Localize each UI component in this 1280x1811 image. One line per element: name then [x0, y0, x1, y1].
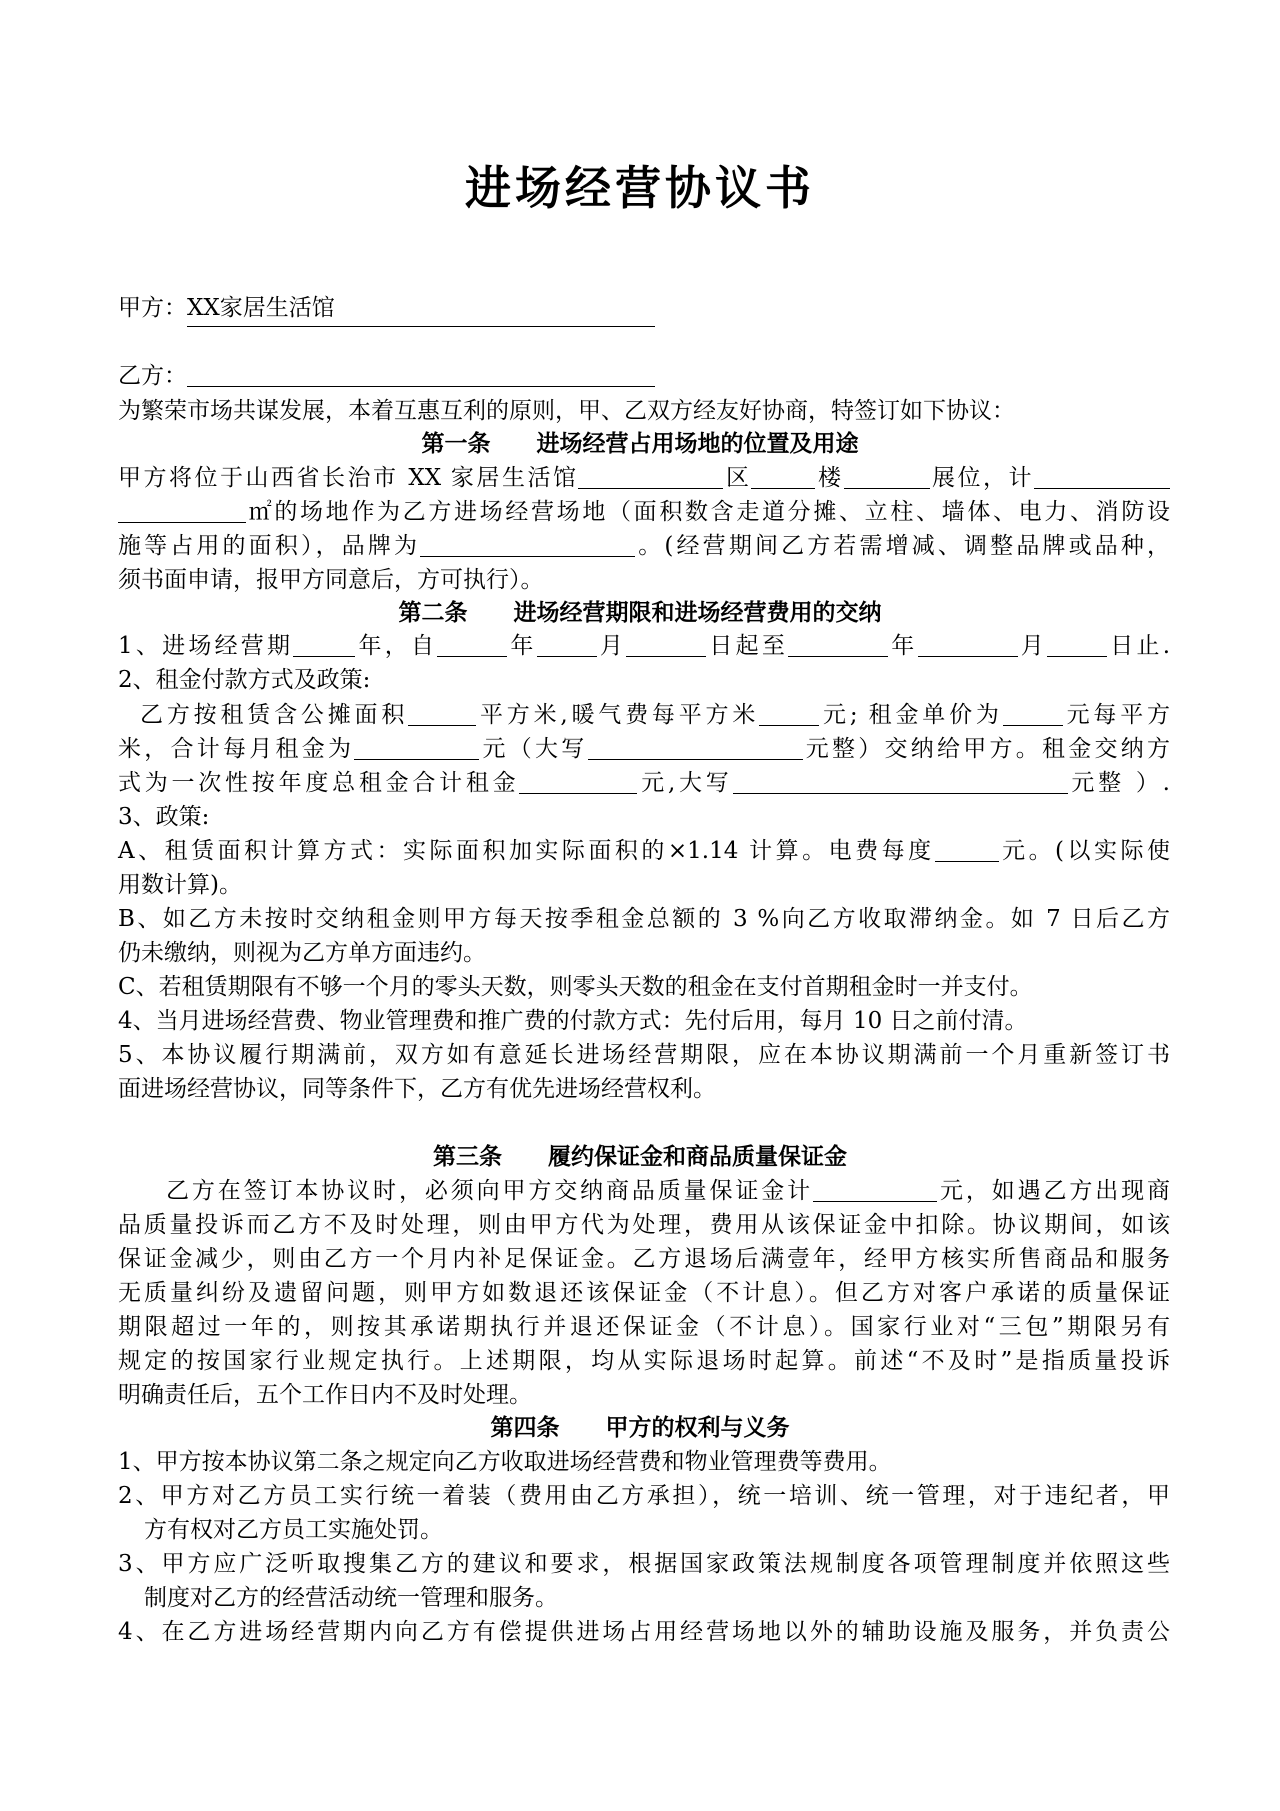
blank	[118, 497, 246, 523]
article1-heading: 第一条 进场经营占用场地的位置及用途	[421, 430, 859, 457]
blank	[578, 463, 723, 489]
text: 元。(以实际使	[998, 838, 1170, 864]
text: 施等占用的面积），品牌为	[118, 533, 421, 559]
blank	[293, 631, 355, 657]
party-a-name: XX家居生活馆	[187, 295, 335, 321]
article3-line1	[166, 1173, 1170, 1209]
article3-line5: 期限超过一年的，则按其承诺期执行并退还保证金（不计息）。国家行业对“三包”期限另有	[118, 1314, 1170, 1340]
text: 乙方在签订本协议时，必须向甲方交纳商品质量保证金计	[166, 1178, 814, 1204]
article2-line8: 用数计算)。	[118, 872, 242, 898]
article3-line7: 明确责任后，五个工作日内不及时处理。	[118, 1382, 532, 1408]
article4-line5: 制度对乙方的经营活动统一管理和服务。	[144, 1585, 558, 1611]
blank	[420, 531, 635, 557]
text: 甲方将位于山西省长治市 XX 家居生活馆	[118, 465, 579, 491]
article2-line10: 仍未缴纳，则视为乙方单方面违约。	[118, 940, 486, 966]
article2-line9: B、如乙方未按时交纳租金则甲方每天按季租金总额的 3 %向乙方收取滞纳金。如 7 日后乙方	[118, 906, 1170, 932]
text: ㎡的场地作为乙方进场经营场地（面积数含走道分摊、立柱、墙体、电力、消防设	[246, 499, 1170, 525]
blank	[935, 836, 999, 862]
intro-paragraph: 为繁荣市场共谋发展，本着互惠互利的原则，甲、乙双方经友好协商，特签订如下协议：	[118, 398, 1015, 424]
text: 日起至	[706, 633, 789, 659]
article1-line1	[118, 460, 1170, 496]
article2-line14: 面进场经营协议，同等条件下，乙方有优先进场经营权利。	[118, 1076, 716, 1102]
blank	[751, 463, 815, 489]
article3-heading: 第三条 履约保证金和商品质量保证金	[433, 1143, 847, 1170]
article2-heading: 第二条 进场经营期限和进场经营费用的交纳	[398, 599, 882, 626]
text: 平方米,暖气费每平方米	[476, 702, 760, 728]
article1-line3	[118, 528, 1170, 564]
article2-line2: 2、租金付款方式及政策:	[118, 667, 371, 693]
party-a-line	[118, 290, 1170, 327]
text: 元（大写	[479, 736, 588, 762]
blank	[759, 700, 819, 726]
text: 乙方按租赁含公摊面积	[140, 702, 409, 728]
party-b-label: 乙方：	[118, 363, 187, 389]
party-b-line	[118, 358, 1170, 394]
article2-line3	[140, 697, 1170, 733]
text: 月	[1017, 633, 1048, 659]
article3-line2: 品质量投诉而乙方不及时处理，则由甲方代为处理，费用从该保证金中扣除。协议期间，如该	[118, 1212, 1170, 1238]
text: 元,大写	[637, 770, 733, 796]
article2-line12: 4、当月进场经营费、物业管理费和推广费的付款方式：先付后用，每月 10 日之前付清。	[118, 1008, 1028, 1034]
article1-line4: 须书面申请，报甲方同意后，方可执行）。	[118, 567, 544, 593]
text: 年	[888, 633, 918, 659]
text: 1、进场经营期	[118, 633, 294, 659]
text: 元; 租金单价为	[819, 702, 1003, 728]
blank	[788, 631, 888, 657]
article4-line6: 4、在乙方进场经营期内向乙方有偿提供进场占用经营场地以外的辅助设施及服务，并负责公	[118, 1619, 1170, 1645]
blank	[1003, 700, 1063, 726]
article4-line3: 方有权对乙方员工实施处罚。	[144, 1517, 443, 1543]
text: 区	[723, 465, 752, 491]
article2-line7	[118, 833, 1170, 869]
article2-line5	[118, 765, 1170, 801]
text: 展位，计	[929, 465, 1035, 491]
blank	[408, 700, 476, 726]
party-b-blank	[187, 361, 655, 387]
text: 式为一次性按年度总租金合计租金	[118, 770, 520, 796]
text: A、租赁面积计算方式：实际面积加实际面积的×1.14 计算。电费每度	[118, 838, 935, 864]
article4-heading: 第四条 甲方的权利与义务	[490, 1414, 790, 1441]
blank	[437, 631, 507, 657]
text: 日止.	[1107, 633, 1171, 659]
document-title: 进场经营协议书	[465, 161, 815, 215]
article2-line13: 5、本协议履行期满前，双方如有意延长进场经营期限，应在本协议期满前一个月重新签订书	[118, 1042, 1170, 1068]
text: 米，合计每月租金为	[118, 736, 355, 762]
article2-line4	[118, 731, 1170, 767]
article4-line1: 1、甲方按本协议第二条之规定向乙方收取进场经营费和物业管理费等费用。	[118, 1449, 892, 1475]
party-a-label: 甲方：	[118, 295, 187, 321]
text: 元每平方	[1062, 702, 1170, 728]
blank	[537, 631, 597, 657]
text: 元整 ）.	[1067, 770, 1170, 796]
article4-line2: 2、甲方对乙方员工实行统一着装（费用由乙方承担），统一培训、统一管理，对于违纪者，甲	[118, 1483, 1170, 1509]
blank	[844, 463, 930, 489]
blank	[1034, 463, 1170, 489]
text: 。(经营期间乙方若需增减、调整品牌或品种，	[635, 533, 1171, 559]
blank	[588, 734, 803, 760]
blank	[1047, 631, 1107, 657]
article2-line6: 3、政策:	[118, 804, 210, 830]
blank	[626, 631, 706, 657]
blank	[519, 768, 637, 794]
article3-line4: 无质量纠纷及遗留问题，则甲方如数退还该保证金（不计息）。但乙方对客户承诺的质量保证	[118, 1280, 1170, 1306]
article3-line3: 保证金减少，则由乙方一个月内补足保证金。乙方退场后满壹年，经甲方核实所售商品和服务	[118, 1246, 1170, 1272]
blank	[733, 768, 1068, 794]
article1-line2	[118, 494, 1170, 530]
blank	[813, 1176, 937, 1202]
blank	[918, 631, 1018, 657]
article3-line6: 规定的按国家行业规定执行。上述期限，均从实际退场时起算。前述“不及时”是指质量投诉	[118, 1348, 1170, 1374]
article2-line11: C、若租赁期限有不够一个月的零头天数，则零头天数的租金在支付首期租金时一并支付。	[118, 974, 1033, 1000]
blank	[354, 734, 479, 760]
text: 楼	[815, 465, 844, 491]
article4-line4: 3、甲方应广泛听取搜集乙方的建议和要求，根据国家政策法规制度各项管理制度并依照这些	[118, 1551, 1170, 1577]
text: 年	[507, 633, 537, 659]
text: 元，如遇乙方出现商	[937, 1178, 1171, 1204]
text: 月	[596, 633, 627, 659]
article2-line1	[118, 628, 1170, 664]
party-a-value	[187, 290, 655, 327]
text: 年，自	[355, 633, 438, 659]
text: 元整）交纳给甲方。租金交纳方	[802, 736, 1170, 762]
